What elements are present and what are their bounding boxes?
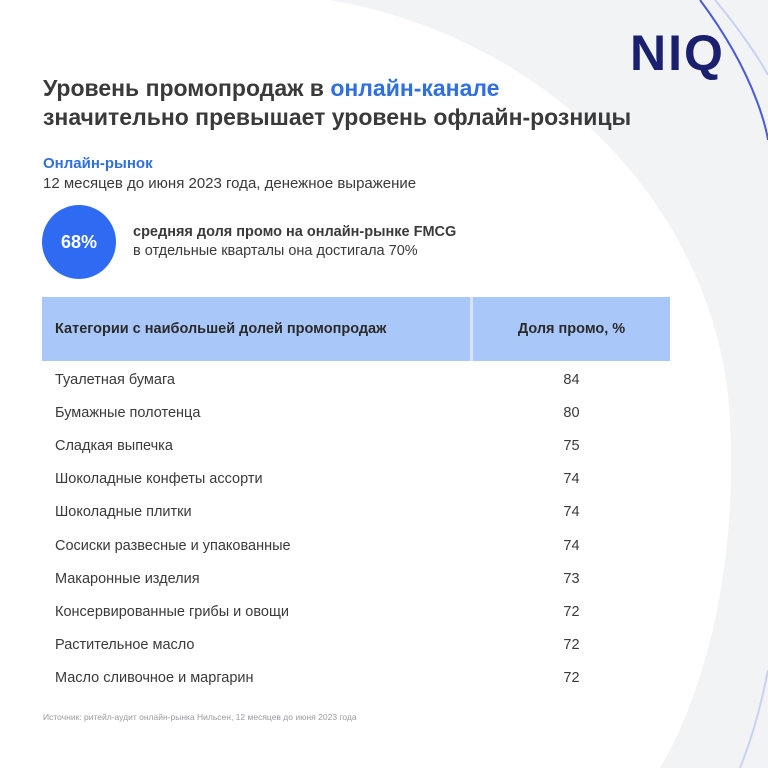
kpi-value: 68% [60,231,98,252]
row-value: 75 [563,437,580,454]
table-row [42,496,670,529]
row-category: Сосиски развесные и упакованные [55,537,291,554]
table-row [42,429,670,462]
row-category: Бумажные полотенца [55,404,201,421]
row-value: 74 [563,537,580,554]
source-note: Источник: ритейл-аудит онлайн-рынка Нильсен, 12 месяцев до июня 2023 года [43,712,357,722]
niq-logo: NIQ [630,25,725,81]
row-value: 74 [563,504,580,521]
subtitle-text: 12 месяцев до июня 2023 года, денежное выражение [43,175,417,192]
table-row [42,662,670,695]
kpi-circle [42,205,116,279]
kpi-sub-text: в отдельные кварталы она достигала 70% [133,243,418,259]
table-row [42,396,670,429]
row-category: Шоколадные конфеты ассорти [55,471,263,488]
row-value: 72 [563,670,580,687]
row-category: Растительное масло [55,637,195,654]
table-row [42,529,670,562]
row-category: Туалетная бумага [55,371,175,388]
row-category: Сладкая выпечка [55,437,173,454]
page-title [43,74,683,132]
table-row [42,562,670,595]
table-row [42,629,670,662]
table-row [42,363,670,396]
table-row [42,595,670,628]
table-header [42,297,670,361]
table-body [42,361,670,695]
row-category: Шоколадные плитки [55,504,192,521]
table-row [42,463,670,496]
header-value: Доля промо, % [517,321,626,337]
row-value: 74 [563,471,580,488]
title-highlight: онлайн-канале [330,75,500,101]
title-part1: Уровень промопродаж в [43,75,331,101]
row-value: 84 [563,371,580,388]
row-value: 80 [563,404,580,421]
header-category: Категории с наибольшей долей промопродаж [55,321,387,337]
row-value: 72 [563,603,580,620]
row-category: Макаронные изделия [55,570,200,587]
row-category: Консервированные грибы и овощи [55,603,289,620]
row-value: 72 [563,637,580,654]
row-value: 73 [563,570,580,587]
kpi-main-text: средняя доля промо на онлайн-рынке FMCG [133,224,457,240]
promo-table [42,297,670,695]
row-category: Масло сливочное и маргарин [55,670,254,687]
title-part2: значительно превышает уровень офлайн-розницы [43,104,632,130]
subtitle-heading: Онлайн-рынок [43,155,153,172]
